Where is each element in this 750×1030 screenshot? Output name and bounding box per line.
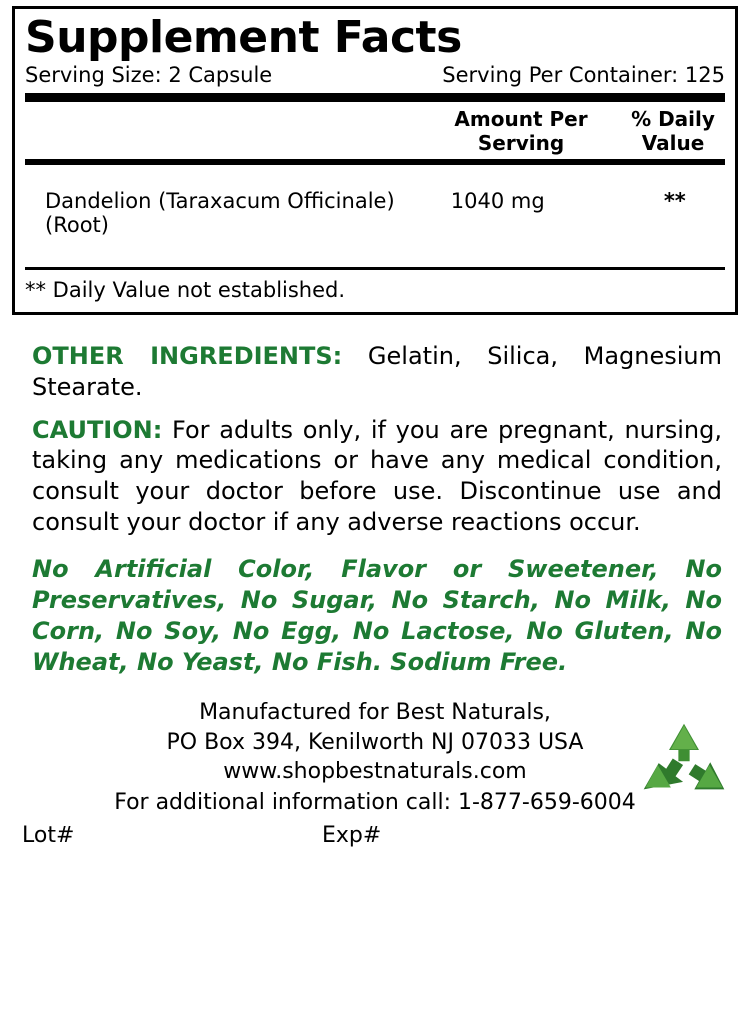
lot-exp-row bbox=[12, 821, 738, 850]
supplement-label bbox=[0, 6, 750, 1030]
serving-info-row bbox=[25, 63, 725, 91]
amount-per-serving-line1: Amount Per bbox=[454, 107, 588, 132]
caution-heading: CAUTION: bbox=[32, 415, 163, 444]
recycle-icon bbox=[636, 720, 732, 810]
serving-size: Serving Size: 2 Capsule bbox=[25, 63, 273, 88]
table-row bbox=[25, 165, 725, 267]
address-line: PO Box 394, Kenilworth NJ 07033 USA bbox=[166, 729, 584, 755]
serving-per-container: Serving Per Container: 125 bbox=[442, 63, 725, 88]
amount-per-serving-line2: Serving bbox=[477, 131, 565, 156]
free-claims-text: No Artificial Color, Flavor or Sweetener, No Preservatives, No Sugar, No Starch, No Milk, No Corn, No Soy, No Egg, No Lactose, No Gluten, No Wheat, No Yeast, No Fish. Sodium Free. bbox=[32, 554, 722, 677]
ingredient-amount: 1040 mg bbox=[450, 189, 545, 214]
website-line: www.shopbestnaturals.com bbox=[223, 758, 527, 784]
daily-value-header bbox=[621, 107, 725, 155]
label-footer bbox=[12, 698, 738, 850]
caution-paragraph bbox=[32, 415, 722, 538]
supplement-facts-header-row bbox=[25, 102, 725, 159]
phone-line: For additional information call: 1-877-659-6004 bbox=[114, 790, 636, 815]
caution-text: For adults only, if you are pregnant, nursing, taking any medications or have any medical condition, consult your doctor before use. Discontinue use and consult your doctor if any adverse reactions occur. bbox=[32, 415, 722, 536]
ingredient-daily-value: ** bbox=[663, 189, 686, 214]
supplement-facts-panel bbox=[12, 6, 738, 315]
amount-per-serving-header bbox=[421, 107, 621, 155]
other-ingredients-paragraph bbox=[32, 341, 722, 402]
divider-thick-top bbox=[25, 93, 725, 102]
daily-value-footnote: ** Daily Value not established. bbox=[25, 278, 346, 303]
ingredient-name: Dandelion (Taraxacum Officinale) (Root) bbox=[45, 189, 395, 238]
other-ingredients-text: Gelatin, Silica, Magnesium Stearate. bbox=[32, 342, 723, 401]
manufacturer-line: Manufactured for Best Naturals, bbox=[199, 700, 551, 726]
daily-value-line2: Value bbox=[641, 131, 705, 156]
other-ingredients-heading: OTHER INGREDIENTS: bbox=[32, 342, 343, 371]
lot-number-field: Lot# bbox=[22, 823, 75, 849]
label-body bbox=[12, 341, 738, 678]
supplement-facts-title: Supplement Facts bbox=[25, 12, 462, 63]
daily-value-line1: % Daily bbox=[631, 107, 715, 132]
exp-date-field: Exp# bbox=[322, 823, 382, 849]
